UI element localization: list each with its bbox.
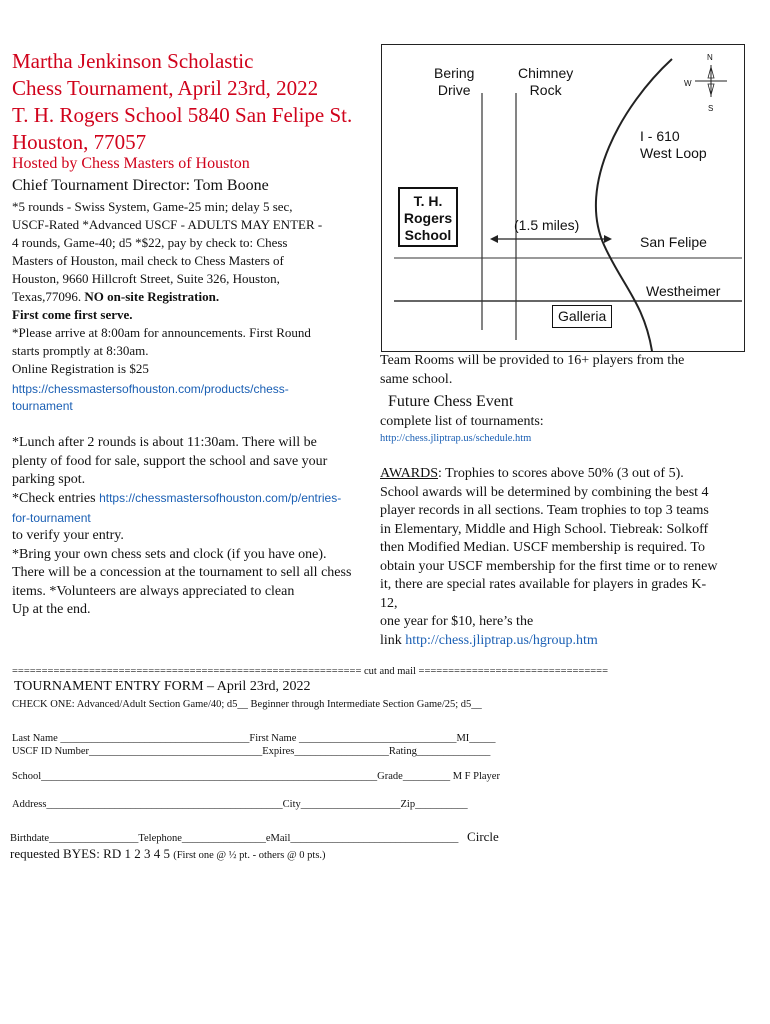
awards-line: 12, [380, 595, 398, 611]
detail-line: Masters of Houston, mail check to Chess Masters of [12, 253, 284, 268]
check-entries-link[interactable]: https://chessmastersofhouston.com/p/entries- [99, 491, 342, 505]
check-entries-link-cont[interactable]: for-tournament [12, 510, 91, 525]
lunch-info [12, 434, 384, 490]
bring-line: *Bring your own chess sets and clock (if you have one). [12, 546, 327, 562]
check-entries: *Check entries https://chessmastersofhouston.com/p/entries- for-tournament [12, 491, 342, 525]
compass-north: N [707, 53, 713, 62]
detail-line: 4 rounds, Game-40; d5 *$22, pay by check to: Chess [12, 235, 288, 250]
check-one-line[interactable]: CHECK ONE: Advanced/Adult Section Game/40; d5__ Beginner through Intermediate Section Game/25; d5__ [12, 699, 482, 710]
title-line: Houston, 77057 [12, 130, 147, 154]
entry-form-title: TOURNAMENT ENTRY FORM – April 23rd, 2022 [14, 679, 311, 694]
school-marker: T. H. Rogers School [398, 187, 458, 247]
compass-icon [695, 65, 727, 97]
contact-fields-row[interactable]: Birthdate_________________Telephone________________eMail________________________________ Circle [10, 829, 499, 844]
cut-line: =========================================================== cut and mail ================================ [12, 666, 609, 677]
arrow-left-icon [490, 235, 498, 243]
lunch-line: parking spot. [12, 472, 86, 487]
one-year-line: one year for $10, here’s the [380, 614, 534, 629]
compass-west: W [684, 79, 692, 88]
school-fields-row[interactable]: School________________________________________________________________Grade_________ M F Player [12, 771, 500, 782]
title-line: Martha Jenkinson Scholastic [12, 49, 254, 73]
awards-line: it, there are special rates available for players in grades K- [380, 577, 707, 592]
detail-line: Houston, 9660 Hillcroft Street, Suite 326, Houston, [12, 271, 280, 286]
no-onsite-registration: NO on-site Registration. [84, 289, 220, 304]
hgroup-link[interactable]: http://chess.jliptrap.us/hgroup.htm [405, 632, 598, 648]
awards-line: then Modified Median. USCF membership is required. To [380, 540, 706, 555]
byes-note: (First one @ ½ pt. - others @ 0 pts.) [173, 850, 326, 861]
title-line: Chess Tournament, April 23rd, 2022 [12, 76, 319, 100]
i610-label: I - 610 West Loop [640, 128, 707, 161]
lunch-line: plenty of food for sale, support the school and save your [12, 453, 328, 469]
awards-line: School awards will be determined by combining the best 4 [380, 484, 709, 500]
westheimer-label: Westheimer [646, 283, 721, 299]
detail-line: USCF-Rated *Advanced USCF - ADULTS MAY ENTER - [12, 217, 323, 232]
name-fields-row[interactable]: Last Name ____________________________________First Name ______________________________MI_____ [12, 733, 496, 744]
detail-line: Texas,77096. NO on-site Registration. [12, 289, 220, 304]
uscf-fields-row[interactable]: USCF ID Number_________________________________Expires__________________Rating______________ [12, 746, 491, 757]
future-event-heading: Future Chess Event [388, 393, 514, 410]
byes-row[interactable]: requested BYES: RD 1 2 3 4 5 (First one @ ½ pt. - others @ 0 pts.) [10, 846, 326, 861]
bring-info [12, 527, 384, 620]
awards-line: in Elementary, Middle and High School. Tiebreak: Solkoff [380, 521, 709, 537]
online-registration-link[interactable]: https://chessmastersofhouston.com/products/chess- tournament [12, 382, 289, 413]
tournament-director: Chief Tournament Director: Tom Boone [12, 177, 269, 194]
awards-line: player records in all sections. Team trophies to top 3 teams [380, 503, 709, 518]
awards-line: obtain your USCF membership for the first time or to renew [380, 558, 718, 574]
san-felipe-label: San Felipe [640, 234, 707, 250]
team-rooms: Team Rooms will be provided to 16+ players from the same school. [380, 353, 685, 387]
bring-line: There will be a concession at the tournament to sell all chess [12, 565, 352, 580]
circle-label: Circle [467, 829, 499, 844]
title-line: T. H. Rogers School 5840 San Felipe St. [12, 103, 353, 127]
schedule-link[interactable]: http://chess.jliptrap.us/schedule.htm [380, 433, 532, 444]
detail-line: *5 rounds - Swiss System, Game-25 min; delay 5 sec, [12, 199, 293, 214]
bring-line: Up at the end. [12, 602, 91, 617]
verify-line: to verify your entry. [12, 528, 124, 543]
event-title [12, 48, 382, 156]
tournament-details [12, 198, 382, 378]
complete-list-label: complete list of tournaments: [380, 414, 544, 429]
arrive-line: *Please arrive at 8:00am for announcements. First Round [12, 325, 311, 340]
lunch-line: *Lunch after 2 rounds is about 11:30am. There will be [12, 435, 317, 450]
awards-label: AWARDS [380, 466, 438, 481]
distance-label: (1.5 miles) [514, 217, 580, 233]
bring-line: items. *Volunteers are always appreciated to clean [12, 583, 295, 599]
arrow-right-icon [604, 235, 612, 243]
hosted-by: Hosted by Chess Masters of Houston [12, 155, 250, 172]
bering-drive-label: Bering Drive [434, 65, 475, 98]
online-registration-price: Online Registration is $25 [12, 361, 149, 376]
compass-south: S [708, 104, 714, 113]
arrive-line: starts promptly at 8:30am. [12, 343, 149, 358]
first-come-notice: First come first serve. [12, 307, 133, 322]
awards-info: AWARDS: Trophies to scores above 50% (3 out of 5). School awards will be determined by combining the best 4 player records in all sections. Team trophies to top 3 teams in Elementary, Middle and High School. Tiebreak: Solkoff then Modified Median. USCF membership is required. To obtain your USCF membership for the first time or to renew it, there are special rates available for players in grades K- 12, one year for $10, here’s the link http://chess.jliptrap.us/hgroup.htm [380, 465, 765, 650]
galleria-label: Galleria [552, 305, 612, 328]
chimney-rock-label: Chimney Rock [518, 65, 574, 98]
location-map [381, 44, 745, 352]
address-fields-row[interactable]: Address_____________________________________________City___________________Zip__________ [12, 799, 468, 810]
